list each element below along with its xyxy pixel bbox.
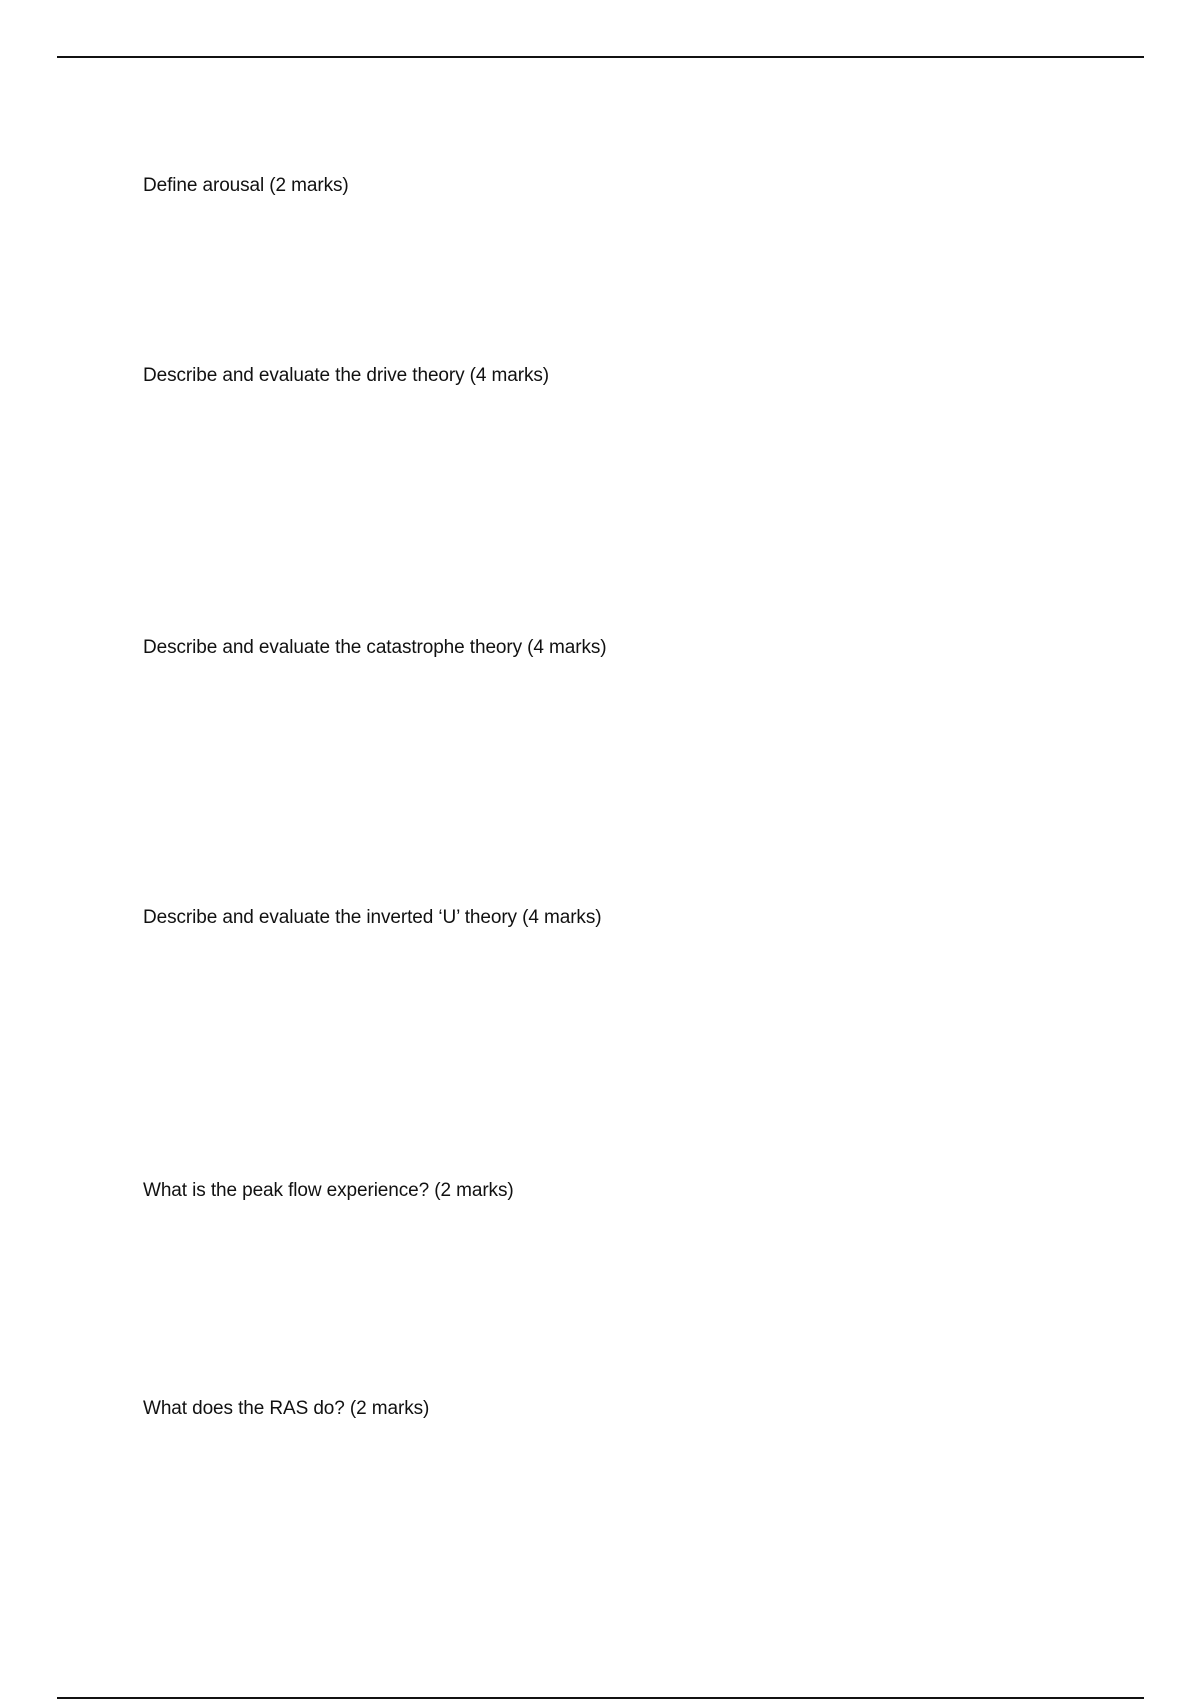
question-6: What does the RAS do? (2 marks) bbox=[143, 1398, 430, 1419]
top-divider bbox=[57, 56, 1144, 58]
question-4: Describe and evaluate the inverted ‘U’ theory (4 marks) bbox=[143, 907, 602, 928]
question-5: What is the peak flow experience? (2 marks) bbox=[143, 1180, 514, 1201]
question-3: Describe and evaluate the catastrophe theory (4 marks) bbox=[143, 637, 607, 658]
bottom-divider bbox=[57, 1697, 1144, 1699]
question-1: Define arousal (2 marks) bbox=[143, 175, 349, 196]
question-2: Describe and evaluate the drive theory (4 marks) bbox=[143, 365, 550, 386]
